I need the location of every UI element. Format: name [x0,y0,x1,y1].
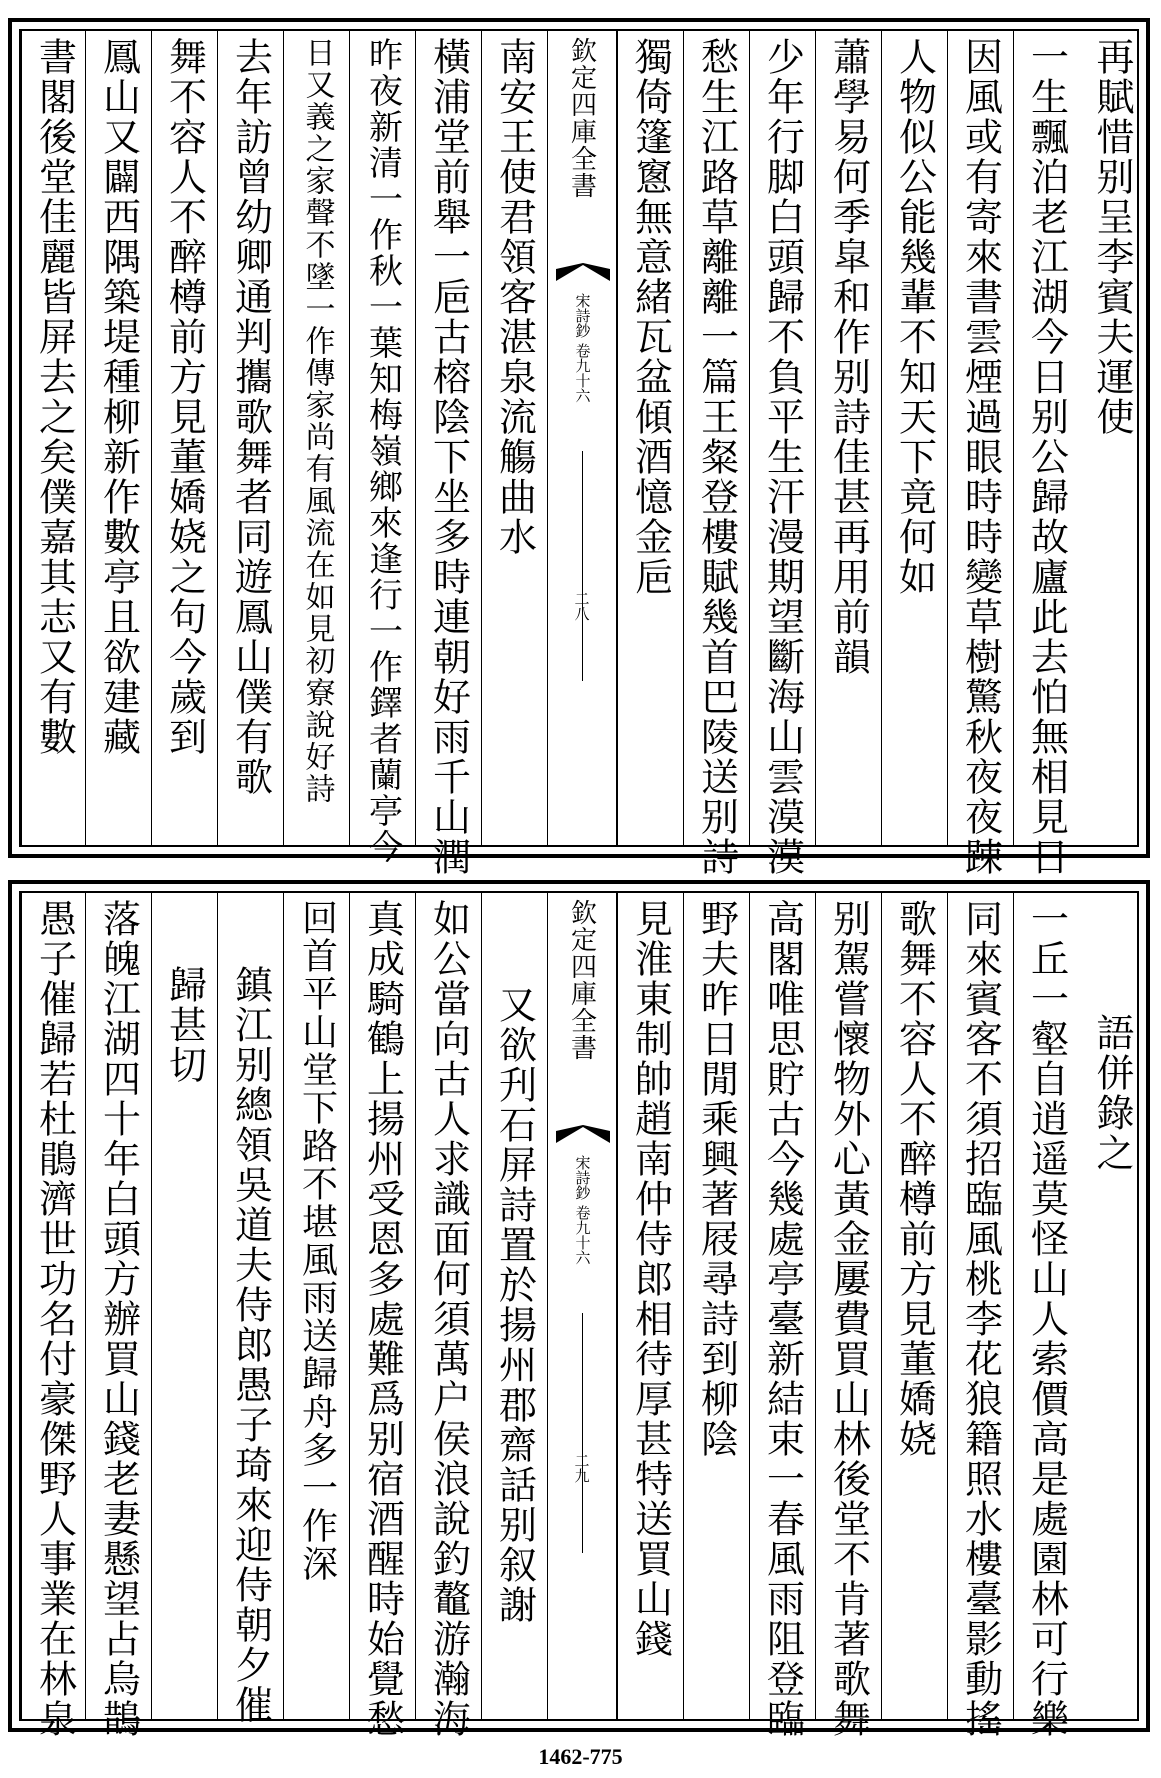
text-column [617,893,683,1719]
fish-tail-mark-icon [556,263,610,281]
poem-line: 人物似公能幾輩不知天下竟何如 [892,37,937,597]
text-column [349,31,415,865]
text-column [749,893,815,1739]
center-fold [547,893,617,1719]
text-column [85,893,151,1739]
lower-page-frame [19,891,1139,1739]
poem-line: 落魄江湖四十年白頭方辦買山錢老妻懸望占烏鵲 [96,899,141,1739]
poem-title: 又欲刋石屏詩置於揚州郡齋話别叙謝 [492,985,537,1625]
fold-rule [582,1313,583,1553]
poem-title: 鎮江别總領吳道夫侍郎愚子琦來迎侍朝夕催 [228,965,273,1725]
text-column [947,31,1013,877]
poem-line: 因風或有寄來書雲煙過眼時時變草樹驚秋夜夜踈 [958,37,1003,877]
volume-label: 宋詩鈔 卷九十六 [573,293,592,403]
page-number: 二九 [572,1453,591,1483]
poem-title: 蕭學易何季皐和作别詩佳甚再用前韻 [826,37,871,677]
poem-title: 語併錄之 [1090,1013,1134,1173]
poem-line: 野夫昨日閒乘興著屐尋詩到柳陰 [694,899,739,1459]
poem-line: 回首平山堂下路不堪風雨送歸舟多一作深 [296,899,338,1583]
poem-title: 鳳山又闢西隅築堤種柳新作數亭且欲建藏 [96,37,141,757]
poem-line: 歌舞不容人不醉樽前方見董嬌娆 [892,899,937,1459]
text-column [349,893,415,1739]
text-column [415,31,481,877]
poem-line: 真成騎鶴上揚州受恩多處難爲别宿酒醒時始覺愁 [360,899,405,1739]
text-column [1013,31,1079,877]
poem-title: 再賦惜别呈李賓夫運使 [1090,37,1134,437]
lower-book-page [8,880,1150,1739]
text-column [283,31,349,845]
page-number: 二八 [572,591,591,621]
poem-title: 書閣後堂佳麗皆屏去之矣僕嘉其志又有數 [32,37,77,757]
text-column [283,893,349,1719]
text-column [21,31,87,845]
text-column [151,31,217,845]
text-column [881,893,947,1719]
poem-title: 南安王使君領客湛泉流觴曲水 [492,37,537,557]
text-column [1013,893,1079,1739]
text-column [815,31,881,845]
text-column [481,31,547,845]
text-column [151,893,217,1719]
running-title: 欽定四庫全書 [566,899,597,1061]
text-column [1079,31,1145,845]
poem-line: 昨夜新清一作秋一葉知梅嶺鄉來逢行一作鐸者蘭亭今 [362,37,403,865]
text-column [815,893,881,1739]
scan-footer-number: 1462-775 [538,1744,623,1769]
text-column [683,893,749,1719]
poem-line: 别駕嘗懷物外心黃金屢費買山林後堂不肯著歌舞 [826,899,871,1739]
poem-line: 愚子催歸若杜鵑濟世功名付豪傑野人事業在林泉 [32,899,77,1739]
poem-line: 如公當向古人求識面何須萬户侯浪說釣鼇游瀚海 [426,899,471,1739]
poem-title: 歸甚切 [162,965,207,1085]
upper-page-frame [19,29,1139,877]
poem-line: 日又義之家聲不墜一作傳家尚有風流在如見初寮說好詩 [299,37,335,805]
volume-label: 宋詩鈔 卷九十六 [573,1155,592,1265]
text-column [217,31,283,845]
poem-title: 去年訪曾幼卿通判攜歌舞者同遊鳳山僕有歌 [228,37,273,797]
running-title: 欽定四庫全書 [566,37,597,199]
fold-rule [582,451,583,681]
text-column [1079,893,1145,1719]
text-column [749,31,815,877]
poem-line: 橫浦堂前舉一巵古榕陰下坐多時連朝好雨千山潤 [426,37,471,877]
text-column [217,893,283,1725]
text-column [85,31,151,845]
poem-line: 獨倚篷窻無意緒瓦盆傾酒憶金巵 [628,37,673,597]
text-column [683,31,749,877]
poem-line: 愁生江路草離離一篇王粲登樓賦幾首巴陵送别詩 [694,37,739,877]
text-column [481,893,547,1719]
poem-line: 一丘一壑自逍遥莫怪山人索價高是處園林可行樂 [1024,899,1069,1739]
text-column [881,31,947,845]
text-column [21,893,87,1739]
center-fold [547,31,617,845]
poem-line: 一生飄泊老江湖今日别公歸故廬此去怕無相見日 [1024,37,1069,877]
text-column [415,893,481,1739]
upper-book-page [8,18,1150,877]
poem-line: 高閣唯思貯古今幾處亭臺新結束一春風雨阻登臨 [760,899,805,1739]
poem-line: 同來賓客不須招臨風桃李花狼籍照水樓臺影動搖 [958,899,1003,1739]
fish-tail-mark-icon [556,1125,610,1143]
poem-line: 少年行脚白頭歸不負平生汗漫期望斷海山雲漠漠 [760,37,805,877]
text-column [947,893,1013,1739]
text-column [617,31,683,845]
poem-title: 見淮東制帥趙南仲侍郎相待厚甚特送買山錢 [628,899,673,1659]
poem-title: 舞不容人不醉樽前方見董嬌娆之句今歲到 [162,37,207,757]
